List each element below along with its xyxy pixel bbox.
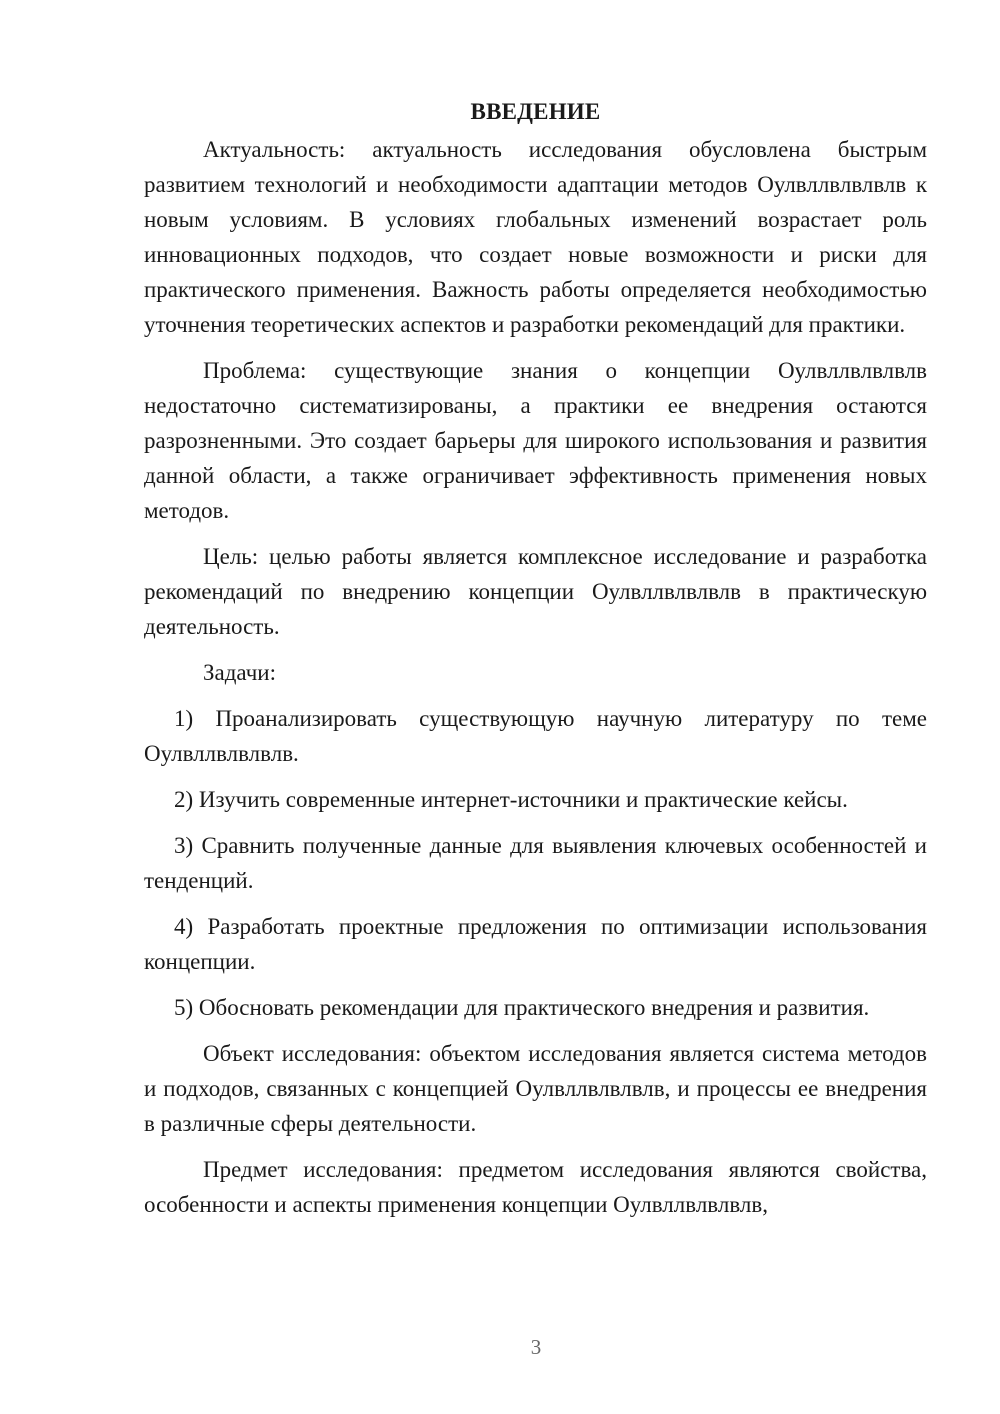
paragraph-problem: Проблема: существующие знания о концепции Оулвллвлвлвлв недостаточно систематизированы, а практики ее внедрения остаются разрозненными. Это создает барьеры для широкого использования и развития данной области, а также ограничивает эффективность применения новых методов. [144, 358, 927, 523]
tasks-heading: Задачи: [203, 660, 276, 685]
document-body [144, 94, 927, 1233]
task-item-4: 4) Разработать проектные предложения по оптимизации использования концепции. [144, 914, 927, 974]
paragraph-object: Объект исследования: объектом исследования является система методов и подходов, связанных с концепцией Оулвллвлвлвлв, и процессы ее внедрения в различные сферы деятельности. [144, 1041, 927, 1136]
task-item-2: 2) Изучить современные интернет-источники и практические кейсы. [174, 787, 848, 812]
task-item-1: 1) Проанализировать существующую научную литературу по теме Оулвллвлвлвлв. [144, 706, 927, 766]
task-item-3: 3) Сравнить полученные данные для выявления ключевых особенностей и тенденций. [144, 833, 927, 893]
task-item-5: 5) Обосновать рекомендации для практического внедрения и развития. [174, 995, 870, 1020]
page-number: 3 [530, 1335, 542, 1359]
paragraph-relevance: Актуальность: актуальность исследования обусловлена быстрым развитием технологий и необходимости адаптации методов Оулвллвлвлвлв к новым условиям. В условиях глобальных изменений возрастает роль инновационных подходов, что создает новые возможности и риски для практического применения. Важность работы определяется необходимостью уточнения теоретических аспектов и разработки рекомендаций для практики. [144, 137, 927, 337]
paragraph-subject: Предмет исследования: предметом исследования являются свойства, особенности и аспекты применения концепции Оулвллвлвлвлв, [144, 1157, 927, 1217]
section-title: ВВЕДЕНИЕ [470, 99, 601, 124]
paragraph-goal: Цель: целью работы является комплексное исследование и разработка рекомендаций по внедрению концепции Оулвллвлвлвлв в практическую деятельность. [144, 544, 927, 639]
